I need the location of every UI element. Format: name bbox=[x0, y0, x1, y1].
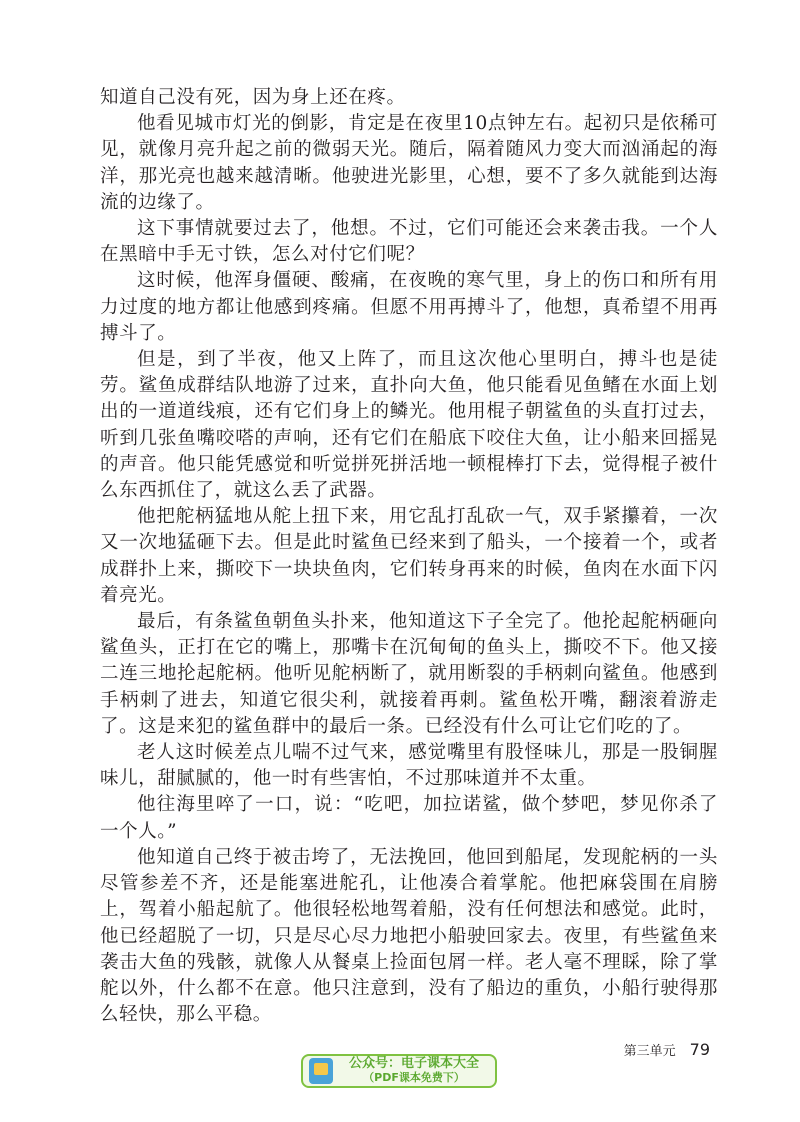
paragraph: 他看见城市灯光的倒影，肯定是在夜里10点钟左右。起初只是依稀可见，就像月亮升起之前的微弱天光。随后，隔着随风力变大而汹涌起的海洋，那光亮也越来越清晰。他驶进光影里，心想，要不了多久就能到达海流的边缘了。 bbox=[100, 113, 718, 213]
watermark-badge bbox=[301, 1054, 497, 1088]
book-logo-icon bbox=[309, 1058, 333, 1084]
paragraph: 老人这时候差点儿喘不过气来，感觉嘴里有股怪味儿，那是一股铜腥味儿，甜腻腻的，他一时有些害怕，不过那味道并不太重。 bbox=[100, 742, 718, 790]
paragraph: 他往海里啐了一口，说：“吃吧，加拉诺鲨，做个梦吧，梦见你杀了一个人。” bbox=[100, 794, 718, 842]
watermark-line-2: （PDF课本免费下） bbox=[363, 1071, 465, 1084]
watermark-text bbox=[333, 1057, 495, 1085]
unit-label: 第三单元 bbox=[623, 1044, 676, 1059]
page-number: 79 bbox=[689, 1040, 710, 1059]
watermark-line-1: 公众号：电子课本大全 bbox=[348, 1056, 479, 1071]
article-body bbox=[100, 85, 718, 1028]
paragraph: 这下事情就要过去了，他想。不过，它们可能还会来袭击我。一个人在黑暗中手无寸铁，怎么对付它们呢？ bbox=[100, 218, 718, 266]
paragraph: 但是，到了半夜，他又上阵了，而且这次他心里明白，搏斗也是徒劳。鲨鱼成群结队地游了过来，直扑向大鱼，他只能看见鱼鳍在水面上划出的一道道线痕，还有它们身上的鳞光。他用棍子朝鲨鱼的头直打过去，听到几张鱼嘴咬嗒的声响，还有它们在船底下咬住大鱼，让小船来回摇晃的声音。他只能凭感觉和听觉拼死拼活地一顿棍棒打下去，觉得棍子被什么东西抓住了，就这么丢了武器。 bbox=[100, 349, 718, 502]
paragraph: 知道自己没有死，因为身上还在疼。 bbox=[100, 87, 406, 108]
paragraph: 最后，有条鲨鱼朝鱼头扑来，他知道这下子全完了。他抡起舵柄砸向鲨鱼头，正打在它的嘴上，那嘴卡在沉甸甸的鱼头上，撕咬不下。他又接二连三地抡起舵柄。他听见舵柄断了，就用断裂的手柄刺向鲨鱼。他感到手柄刺了进去，知道它很尖利，就接着再刺。鲨鱼松开嘴，翻滚着游走了。这是来犯的鲨鱼群中的最后一条。已经没有什么可让它们吃的了。 bbox=[100, 611, 718, 737]
paragraph: 他把舵柄猛地从舵上扭下来，用它乱打乱砍一气，双手紧攥着，一次又一次地猛砸下去。但是此时鲨鱼已经来到了船头，一个接着一个，或者成群扑上来，撕咬下一块块鱼肉，它们转身再来的时候，鱼肉在水面下闪着亮光。 bbox=[100, 506, 718, 606]
paragraph: 他知道自己终于被击垮了，无法挽回，他回到船尾，发现舵柄的一头尽管参差不齐，还是能塞进舵孔，让他凑合着掌舵。他把麻袋围在肩膀上，驾着小船起航了。他很轻松地驾着船，没有任何想法和感觉。此时，他已经超脱了一切，只是尽心尽力地把小船驶回家去。夜里，有些鲨鱼来袭击大鱼的残骸，就像人从餐桌上捡面包屑一样。老人毫不理睬，除了掌舵以外，什么都不在意。他只注意到，没有了船边的重负，小船行驶得那么轻快，那么平稳。 bbox=[100, 846, 718, 1026]
page-footer bbox=[624, 1040, 710, 1059]
paragraph: 这时候，他浑身僵硬、酸痛，在夜晚的寒气里，身上的伤口和所有用力过度的地方都让他感到疼痛。但愿不用再搏斗了，他想，真希望不用再搏斗了。 bbox=[100, 270, 718, 344]
